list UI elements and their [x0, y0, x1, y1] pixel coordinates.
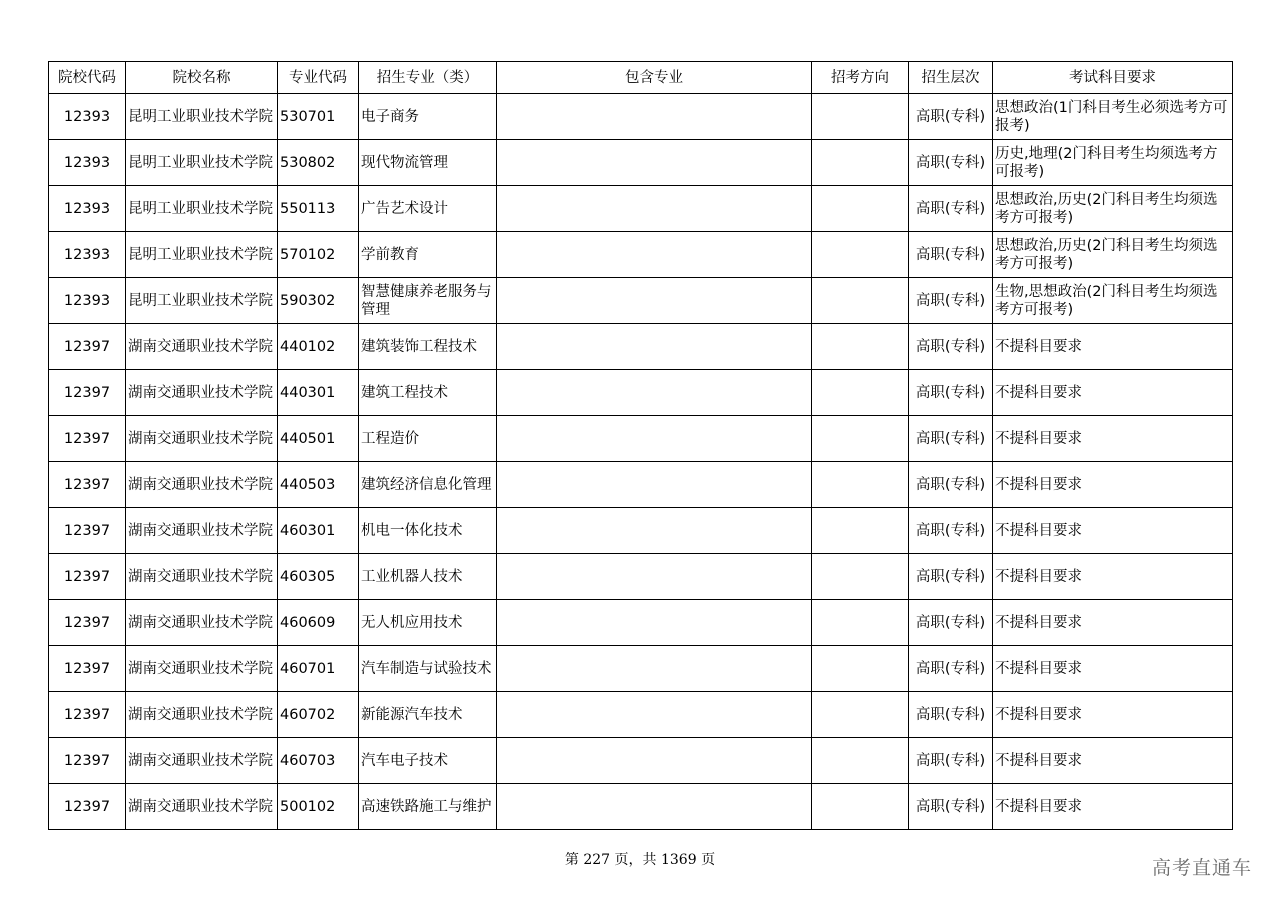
header-major: 招生专业（类） [359, 62, 497, 94]
school-code-cell: 12393 [49, 140, 126, 186]
level-cell: 高职(专科) [909, 278, 993, 324]
table-row [49, 278, 1233, 324]
major-cell: 高速铁路施工与维护 [359, 784, 497, 830]
table-row [49, 692, 1233, 738]
table-row [49, 738, 1233, 784]
requirement-cell: 不提科目要求 [993, 508, 1233, 554]
major-cell: 新能源汽车技术 [359, 692, 497, 738]
major-code-cell: 440501 [278, 416, 359, 462]
school-name-cell: 湖南交通职业技术学院 [126, 508, 278, 554]
school-name-cell: 昆明工业职业技术学院 [126, 232, 278, 278]
major-cell: 工程造价 [359, 416, 497, 462]
major-code-cell: 440301 [278, 370, 359, 416]
table-row [49, 232, 1233, 278]
requirement-cell: 不提科目要求 [993, 646, 1233, 692]
level-cell: 高职(专科) [909, 370, 993, 416]
table-body [49, 94, 1233, 830]
table-row [49, 140, 1233, 186]
major-cell: 建筑装饰工程技术 [359, 324, 497, 370]
header-school-code: 院校代码 [49, 62, 126, 94]
table-row [49, 462, 1233, 508]
table-row [49, 324, 1233, 370]
school-code-cell: 12397 [49, 370, 126, 416]
direction-cell [812, 646, 909, 692]
school-name-cell: 湖南交通职业技术学院 [126, 600, 278, 646]
direction-cell [812, 738, 909, 784]
included-majors-cell [497, 140, 812, 186]
direction-cell [812, 186, 909, 232]
requirement-cell: 不提科目要求 [993, 600, 1233, 646]
school-name-cell: 昆明工业职业技术学院 [126, 278, 278, 324]
included-majors-cell [497, 554, 812, 600]
included-majors-cell [497, 784, 812, 830]
major-code-cell: 500102 [278, 784, 359, 830]
major-cell: 建筑工程技术 [359, 370, 497, 416]
major-code-cell: 460301 [278, 508, 359, 554]
direction-cell [812, 232, 909, 278]
level-cell: 高职(专科) [909, 462, 993, 508]
requirement-cell: 思想政治,历史(2门科目考生均须选考方可报考) [993, 232, 1233, 278]
level-cell: 高职(专科) [909, 508, 993, 554]
direction-cell [812, 324, 909, 370]
direction-cell [812, 784, 909, 830]
direction-cell [812, 554, 909, 600]
level-cell: 高职(专科) [909, 94, 993, 140]
school-code-cell: 12397 [49, 784, 126, 830]
direction-cell [812, 508, 909, 554]
major-cell: 现代物流管理 [359, 140, 497, 186]
requirement-cell: 不提科目要求 [993, 416, 1233, 462]
school-code-cell: 12397 [49, 692, 126, 738]
header-school-name: 院校名称 [126, 62, 278, 94]
major-cell: 电子商务 [359, 94, 497, 140]
level-cell: 高职(专科) [909, 140, 993, 186]
requirement-cell: 历史,地理(2门科目考生均须选考方可报考) [993, 140, 1233, 186]
header-requirement: 考试科目要求 [993, 62, 1233, 94]
school-name-cell: 湖南交通职业技术学院 [126, 738, 278, 784]
requirement-cell: 不提科目要求 [993, 462, 1233, 508]
header-direction: 招考方向 [812, 62, 909, 94]
direction-cell [812, 416, 909, 462]
admissions-table [48, 61, 1233, 830]
school-name-cell: 湖南交通职业技术学院 [126, 462, 278, 508]
direction-cell [812, 462, 909, 508]
included-majors-cell [497, 738, 812, 784]
table-row [49, 508, 1233, 554]
included-majors-cell [497, 94, 812, 140]
major-code-cell: 440102 [278, 324, 359, 370]
major-cell: 工业机器人技术 [359, 554, 497, 600]
school-name-cell: 湖南交通职业技术学院 [126, 416, 278, 462]
requirement-cell: 不提科目要求 [993, 554, 1233, 600]
table-row [49, 416, 1233, 462]
school-code-cell: 12397 [49, 646, 126, 692]
major-cell: 广告艺术设计 [359, 186, 497, 232]
requirement-cell: 不提科目要求 [993, 370, 1233, 416]
included-majors-cell [497, 232, 812, 278]
major-code-cell: 550113 [278, 186, 359, 232]
header-included-majors: 包含专业 [497, 62, 812, 94]
included-majors-cell [497, 324, 812, 370]
school-code-cell: 12397 [49, 554, 126, 600]
included-majors-cell [497, 370, 812, 416]
level-cell: 高职(专科) [909, 232, 993, 278]
school-code-cell: 12397 [49, 508, 126, 554]
header-level: 招生层次 [909, 62, 993, 94]
header-row [49, 62, 1233, 94]
included-majors-cell [497, 416, 812, 462]
level-cell: 高职(专科) [909, 324, 993, 370]
major-cell: 智慧健康养老服务与管理 [359, 278, 497, 324]
page-footer: 第 227 页，共 1369 页 [564, 852, 716, 868]
school-name-cell: 湖南交通职业技术学院 [126, 370, 278, 416]
school-name-cell: 昆明工业职业技术学院 [126, 140, 278, 186]
requirement-cell: 不提科目要求 [993, 692, 1233, 738]
level-cell: 高职(专科) [909, 646, 993, 692]
school-code-cell: 12393 [49, 94, 126, 140]
included-majors-cell [497, 508, 812, 554]
school-code-cell: 12397 [49, 462, 126, 508]
major-cell: 无人机应用技术 [359, 600, 497, 646]
level-cell: 高职(专科) [909, 784, 993, 830]
requirement-cell: 不提科目要求 [993, 738, 1233, 784]
major-cell: 建筑经济信息化管理 [359, 462, 497, 508]
requirement-cell: 思想政治,历史(2门科目考生均须选考方可报考) [993, 186, 1233, 232]
watermark: 高考直通车 [1151, 857, 1252, 879]
level-cell: 高职(专科) [909, 600, 993, 646]
school-code-cell: 12393 [49, 278, 126, 324]
school-code-cell: 12393 [49, 232, 126, 278]
major-code-cell: 460609 [278, 600, 359, 646]
direction-cell [812, 600, 909, 646]
major-code-cell: 460702 [278, 692, 359, 738]
major-code-cell: 460305 [278, 554, 359, 600]
table-row [49, 646, 1233, 692]
major-cell: 学前教育 [359, 232, 497, 278]
level-cell: 高职(专科) [909, 416, 993, 462]
school-name-cell: 昆明工业职业技术学院 [126, 186, 278, 232]
school-name-cell: 昆明工业职业技术学院 [126, 94, 278, 140]
major-code-cell: 530802 [278, 140, 359, 186]
requirement-cell: 不提科目要求 [993, 324, 1233, 370]
level-cell: 高职(专科) [909, 186, 993, 232]
requirement-cell: 生物,思想政治(2门科目考生均须选考方可报考) [993, 278, 1233, 324]
included-majors-cell [497, 600, 812, 646]
school-name-cell: 湖南交通职业技术学院 [126, 692, 278, 738]
included-majors-cell [497, 692, 812, 738]
table-row [49, 600, 1233, 646]
included-majors-cell [497, 646, 812, 692]
major-code-cell: 460703 [278, 738, 359, 784]
direction-cell [812, 370, 909, 416]
level-cell: 高职(专科) [909, 692, 993, 738]
table-row [49, 94, 1233, 140]
major-code-cell: 440503 [278, 462, 359, 508]
school-code-cell: 12397 [49, 600, 126, 646]
school-name-cell: 湖南交通职业技术学院 [126, 324, 278, 370]
table-row [49, 370, 1233, 416]
level-cell: 高职(专科) [909, 738, 993, 784]
major-code-cell: 590302 [278, 278, 359, 324]
major-code-cell: 460701 [278, 646, 359, 692]
requirement-cell: 不提科目要求 [993, 784, 1233, 830]
table-row [49, 554, 1233, 600]
included-majors-cell [497, 278, 812, 324]
header-major-code: 专业代码 [278, 62, 359, 94]
direction-cell [812, 94, 909, 140]
direction-cell [812, 140, 909, 186]
included-majors-cell [497, 462, 812, 508]
table-row [49, 186, 1233, 232]
requirement-cell: 思想政治(1门科目考生必须选考方可报考) [993, 94, 1233, 140]
major-cell: 机电一体化技术 [359, 508, 497, 554]
major-cell: 汽车电子技术 [359, 738, 497, 784]
direction-cell [812, 692, 909, 738]
school-code-cell: 12397 [49, 416, 126, 462]
school-name-cell: 湖南交通职业技术学院 [126, 646, 278, 692]
major-code-cell: 530701 [278, 94, 359, 140]
major-code-cell: 570102 [278, 232, 359, 278]
school-code-cell: 12397 [49, 324, 126, 370]
major-cell: 汽车制造与试验技术 [359, 646, 497, 692]
school-name-cell: 湖南交通职业技术学院 [126, 554, 278, 600]
level-cell: 高职(专科) [909, 554, 993, 600]
included-majors-cell [497, 186, 812, 232]
school-code-cell: 12393 [49, 186, 126, 232]
direction-cell [812, 278, 909, 324]
table-row [49, 784, 1233, 830]
school-name-cell: 湖南交通职业技术学院 [126, 784, 278, 830]
school-code-cell: 12397 [49, 738, 126, 784]
